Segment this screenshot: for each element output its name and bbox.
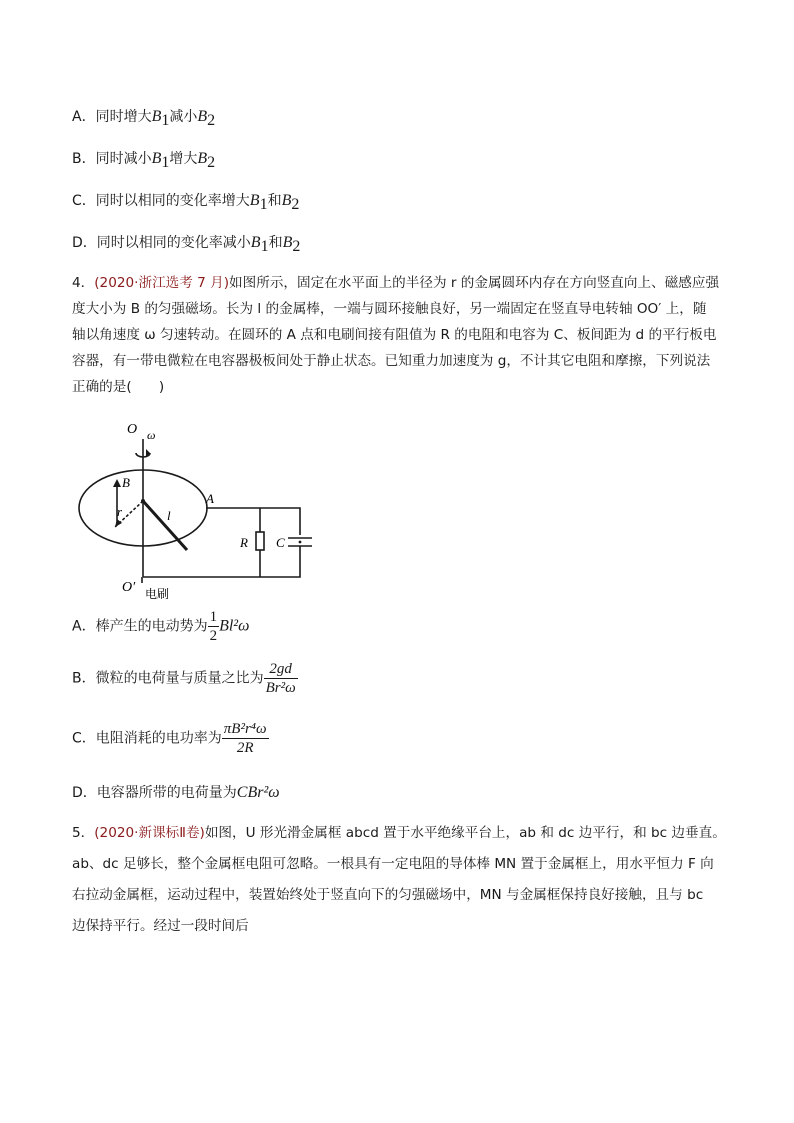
q4-option-d: D．电容器所带的电荷量为CBr²ω [72, 784, 280, 801]
q5-line-4: 边保持平行。经过一段时间后 [72, 918, 249, 934]
label-brush: 电刷 [145, 587, 170, 601]
q4-line-4: 容器，有一带电微粒在电容器极板间处于静止状态。已知重力加速度为 g，不计其它电阻和摩擦，下列说法 [72, 353, 711, 369]
q4-source: (2020·浙江选考 7 月) [94, 275, 230, 291]
q4-line-3: 轴以角速度 ω 匀速转动。在圆环的 A 点和电刷间接有阻值为 R 的电阻和电容为 C、板间距为 d 的平行板电 [72, 327, 717, 343]
label-r: r [117, 504, 123, 519]
label-b: B [122, 475, 130, 490]
q4-line-1: 4．(2020·浙江选考 7 月)如图所示，固定在水平面上的半径为 r 的金属圆环内存在方向竖直向上、磁感应强 [72, 275, 720, 291]
q4-option-a: A．棒产生的电动势为 $\frac{1}{2}$ Bl²ω [72, 609, 250, 644]
charged-particle [299, 541, 302, 544]
radius-arrow-head [115, 519, 122, 527]
q5-line-3: 右拉动金属框，运动过程中，装置始终处于竖直向下的匀强磁场中，MN 与金属框保持良好接触，且与 bc [72, 887, 704, 903]
q4-line-2: 度大小为 B 的匀强磁场。长为 l 的金属棒，一端与圆环接触良好，另一端固定在竖直导电转轴 OO′ 上，随 [72, 301, 707, 317]
b-arrow-head [113, 479, 121, 487]
rod-l [143, 501, 187, 550]
q4-option-b: B．微粒的电荷量与质量之比为 $\frac{2gd}{\text{Br²ω}}$ [72, 661, 296, 696]
question-5-stem [72, 818, 726, 942]
option-c: C．同时以相同的变化率增大$B_1$和$B_2$ [72, 192, 300, 213]
option-a: A．同时增大$B_1$减小$B_2$ [72, 108, 216, 129]
center-pivot [141, 499, 145, 503]
label-o-prime: O′ [122, 580, 136, 595]
fraction-c: $\frac{\text{πB²r⁴ω}}{2R}$ [223, 721, 267, 756]
q4-option-c: C．电阻消耗的电功率为 $\frac{\text{πB²r⁴ω}}{2R}$ [72, 721, 267, 756]
q5-source: (2020·新课标Ⅱ卷) [94, 825, 205, 841]
option-d: D．同时以相同的变化率减小$B_1$和$B_2$ [72, 234, 301, 255]
fraction-a: $\frac{1}{2}$ [209, 609, 218, 644]
fraction-b: $\frac{2gd}{\text{Br²ω}}$ [265, 661, 296, 696]
option-b: B．同时减小$B_1$增大$B_2$ [72, 150, 216, 171]
q4-line-5: 正确的是( ) [72, 379, 165, 395]
label-capacitor: C [276, 535, 285, 550]
label-a: A [206, 491, 214, 506]
wire-bottom [143, 546, 300, 577]
label-resistor: R [240, 535, 248, 550]
q5-line-1: 5．(2020·新课标Ⅱ卷)如图，U 形光滑金属框 abcd 置于水平绝缘平台上，ab 和 dc 边平行，和 bc 边垂直。 [72, 825, 726, 841]
q5-line-2: ab、dc 足够长，整个金属框电阻可忽略。一根具有一定电阻的导体棒 MN 置于金属框上，用水平恒力 F 向 [72, 856, 714, 872]
resistor-r [256, 532, 264, 550]
label-omega: ω [147, 428, 156, 442]
q4-circuit-diagram [72, 415, 342, 605]
label-l: l [167, 508, 171, 523]
question-4-stem [72, 270, 719, 400]
label-o: O [127, 422, 138, 437]
wire-top [206, 508, 300, 535]
